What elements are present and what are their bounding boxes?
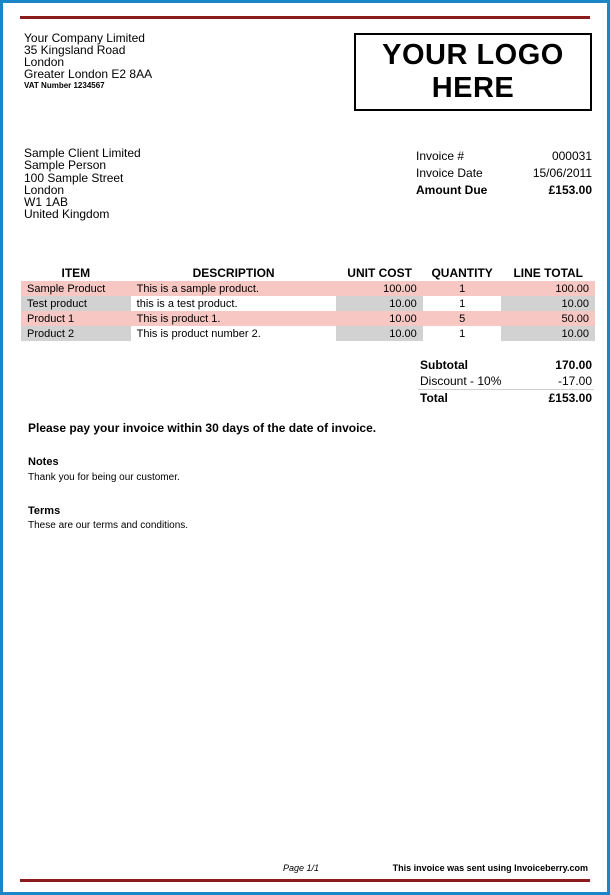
cell-quantity: 1 xyxy=(423,281,502,296)
cell-line-total: 10.00 xyxy=(501,326,595,341)
invoice-number: 000031 xyxy=(551,149,592,164)
table-row xyxy=(21,311,595,326)
company-address-line: Greater London E2 8AA xyxy=(24,67,153,81)
cell-quantity: 1 xyxy=(423,326,502,341)
invoice-date-label: Invoice Date xyxy=(416,165,483,180)
cell-line-total: 50.00 xyxy=(501,311,595,326)
amount-due: £153.00 xyxy=(548,183,592,198)
vat-number: VAT Number 1234567 xyxy=(24,81,105,90)
cell-line-total: 100.00 xyxy=(501,281,595,296)
logo-text-line: YOUR LOGO xyxy=(382,39,564,71)
discount-label: Discount - 10% xyxy=(420,374,502,388)
invoice-date: 15/06/2011 xyxy=(532,165,592,180)
cell-description: this is a test product. xyxy=(131,296,337,311)
cell-description: This is product number 2. xyxy=(131,326,337,341)
column-header-quantity: QUANTITY xyxy=(431,266,493,280)
amount-due-label: Amount Due xyxy=(416,183,488,198)
company-address-line: 35 Kingsland Road xyxy=(24,43,126,57)
terms-text: These are our terms and conditions. xyxy=(28,520,189,531)
cell-unit-cost: 10.00 xyxy=(336,296,422,311)
terms-title: Terms xyxy=(28,505,61,517)
sent-by-note: This invoice was sent using Invoiceberry.com xyxy=(392,863,588,873)
client-street: 100 Sample Street xyxy=(24,170,124,185)
subtotal-value: 170.00 xyxy=(555,358,592,372)
discount-value: -17.00 xyxy=(557,374,592,388)
invoice-number-label: Invoice # xyxy=(416,149,465,164)
cell-unit-cost: 10.00 xyxy=(336,311,422,326)
cell-item: Sample Product xyxy=(21,281,131,296)
notes-title: Notes xyxy=(28,456,59,468)
cell-item: Product 1 xyxy=(21,311,131,326)
total-label: Total xyxy=(420,391,448,405)
cell-item: Test product xyxy=(21,296,131,311)
cell-unit-cost: 100.00 xyxy=(336,281,422,296)
column-header-description: DESCRIPTION xyxy=(192,266,275,280)
cell-description: This is a sample product. xyxy=(131,281,337,296)
cell-line-total: 10.00 xyxy=(501,296,595,311)
total-row xyxy=(418,390,594,406)
column-header-item: ITEM xyxy=(61,266,91,280)
client-name: Sample Client Limited xyxy=(24,146,141,160)
column-header-unit-cost: UNIT COST xyxy=(347,266,412,280)
company-address-line: London xyxy=(24,55,65,69)
payment-note: Please pay your invoice within 30 days of the date of invoice. xyxy=(28,421,377,435)
table-row xyxy=(21,296,595,311)
invoice-number-row xyxy=(416,148,592,165)
invoice-meta xyxy=(416,148,592,199)
table-row xyxy=(21,281,595,296)
invoice-date-row xyxy=(416,165,592,182)
client-address xyxy=(24,147,141,221)
company-address xyxy=(24,32,152,91)
amount-due-row xyxy=(416,182,592,199)
client-city: London xyxy=(24,182,65,197)
client-contact: Sample Person xyxy=(24,158,107,173)
line-items-table xyxy=(21,265,595,341)
top-rule xyxy=(20,16,590,19)
bottom-rule xyxy=(20,879,590,882)
total-value: £153.00 xyxy=(548,391,592,405)
cell-unit-cost: 10.00 xyxy=(336,326,422,341)
cell-quantity: 1 xyxy=(423,296,502,311)
client-country: United Kingdom xyxy=(24,207,110,222)
company-name: Your Company Limited xyxy=(24,31,145,45)
cell-quantity: 5 xyxy=(423,311,502,326)
logo-text-line: HERE xyxy=(431,72,515,104)
table-header-row xyxy=(21,265,595,281)
logo-placeholder xyxy=(354,33,592,111)
totals-summary xyxy=(418,357,594,406)
column-header-line-total: LINE TOTAL xyxy=(513,266,584,280)
cell-description: This is product 1. xyxy=(131,311,337,326)
notes-text: Thank you for being our customer. xyxy=(28,472,180,483)
client-postcode: W1 1AB xyxy=(24,195,69,210)
subtotal-row xyxy=(418,357,594,373)
table-row xyxy=(21,326,595,341)
discount-row xyxy=(418,373,594,390)
page-number: Page 1/1 xyxy=(283,863,320,873)
cell-item: Product 2 xyxy=(21,326,131,341)
subtotal-label: Subtotal xyxy=(420,358,468,372)
